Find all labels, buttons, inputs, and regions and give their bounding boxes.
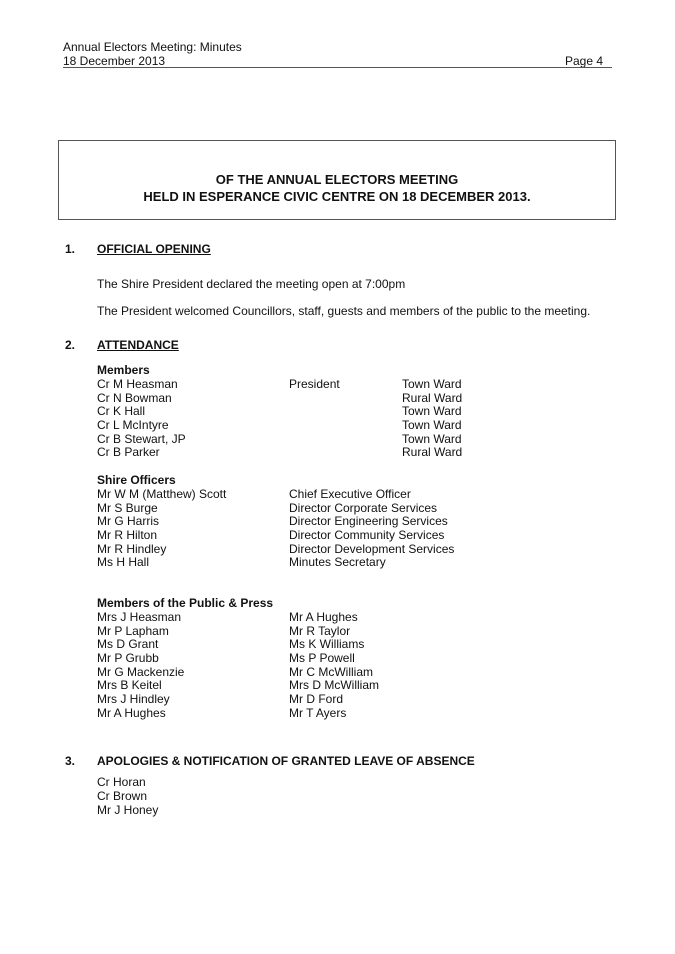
officer-name: Mr W M (Matthew) Scott [97,487,227,501]
section-2-title: ATTENDANCE [97,338,179,352]
public-name: Mr G Mackenzie [97,665,185,679]
member-ward: Town Ward [402,404,462,418]
member-name: Cr L McIntyre [97,418,169,432]
section-1-title: OFFICIAL OPENING [97,242,211,256]
officer-position: Chief Executive Officer [289,487,411,501]
apology-name: Cr Horan [97,775,146,789]
section-2-number: 2. [65,338,76,352]
public-name: Mr C McWilliam [289,665,373,679]
member-name: Cr B Stewart, JP [97,432,186,446]
public-name: Ms D Grant [97,637,159,651]
officer-name: Ms H Hall [97,555,150,569]
apology-name: Mr J Honey [97,803,159,817]
public-name: Ms K Williams [289,637,365,651]
member-ward: Rural Ward [402,391,463,405]
member-name: Cr M Heasman [97,377,178,391]
section-3-number: 3. [65,754,76,768]
public-name: Mr A Hughes [97,706,166,720]
document-date: 18 December 2013 [63,54,166,68]
public-name: Mr P Lapham [97,624,169,638]
section-1-number: 1. [65,242,76,256]
officer-name: Mr G Harris [97,514,159,528]
title-box [58,140,616,220]
officer-name: Mr S Burge [97,501,158,515]
officer-position: Director Development Services [289,542,455,556]
officer-position: Director Community Services [289,528,445,542]
public-name: Mrs J Heasman [97,610,182,624]
member-name: Cr B Parker [97,445,160,459]
public-name: Ms P Powell [289,651,355,665]
members-heading: Members [97,363,150,377]
officer-position: Director Engineering Services [289,514,448,528]
document-title: Annual Electors Meeting: Minutes [63,40,242,54]
public-name: Mr D Ford [289,692,343,706]
officers-heading: Shire Officers [97,473,176,487]
public-name: Mrs B Keitel [97,678,162,692]
opening-paragraph-2: The President welcomed Councillors, staff, guests and members of the public to the meeting. [97,304,591,318]
public-name: Mr T Ayers [289,706,347,720]
public-name: Mr R Taylor [289,624,351,638]
public-name: Mrs D McWilliam [289,678,379,692]
public-heading: Members of the Public & Press [97,596,274,610]
title-line-2: HELD IN ESPERANCE CIVIC CENTRE ON 18 DECEMBER 2013. [143,189,531,204]
member-ward: Town Ward [402,432,462,446]
member-ward: Town Ward [402,418,462,432]
officer-name: Mr R Hilton [97,528,158,542]
opening-paragraph-1: The Shire President declared the meeting open at 7:00pm [97,277,406,291]
officer-position: Minutes Secretary [289,555,386,569]
member-ward: Rural Ward [402,445,463,459]
member-name: Cr K Hall [97,404,146,418]
header-divider [63,67,612,68]
apology-name: Cr Brown [97,789,148,803]
public-name: Mr A Hughes [289,610,358,624]
public-name: Mr P Grubb [97,651,159,665]
public-name: Mrs J Hindley [97,692,170,706]
page-number: Page 4 [565,54,604,68]
member-ward: Town Ward [402,377,462,391]
title-line-1: OF THE ANNUAL ELECTORS MEETING [215,172,459,187]
officer-name: Mr R Hindley [97,542,167,556]
section-3-title: APOLOGIES & NOTIFICATION OF GRANTED LEAVE OF ABSENCE [97,754,475,768]
member-name: Cr N Bowman [97,391,172,405]
officer-position: Director Corporate Services [289,501,438,515]
member-role: President [289,377,340,391]
